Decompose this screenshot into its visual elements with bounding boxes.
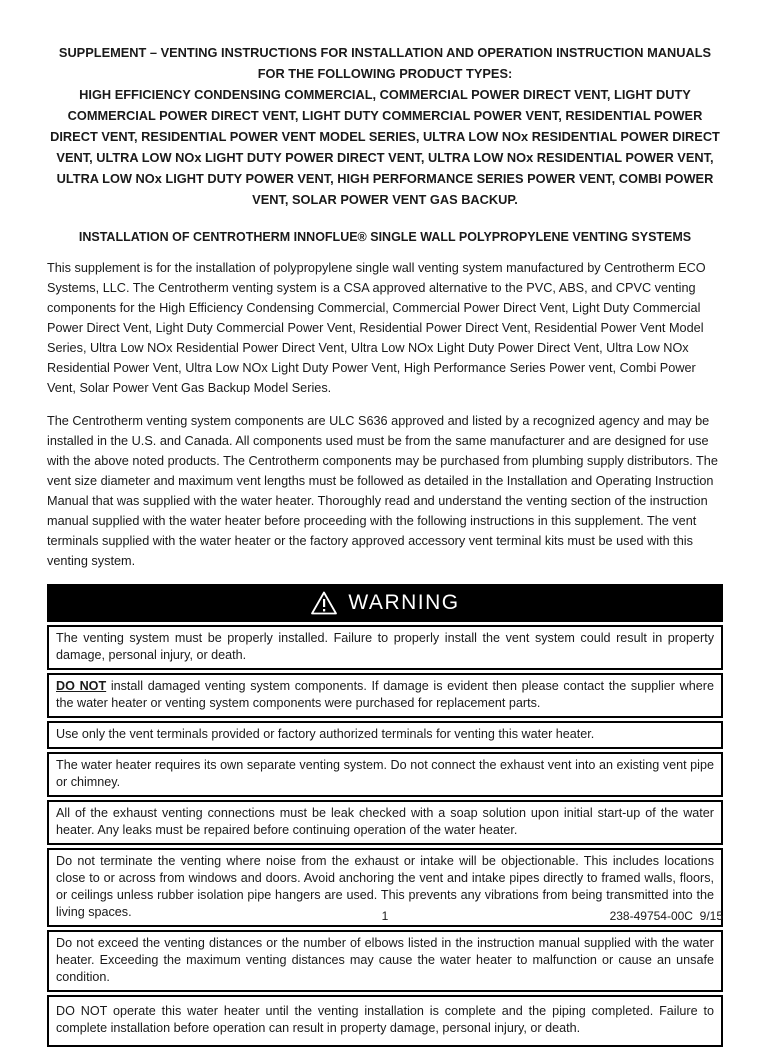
- section-heading: INSTALLATION OF CENTROTHERM INNOFLUE® SINGLE WALL POLYPROPYLENE VENTING SYSTEMS: [78, 230, 692, 244]
- warning-row: All of the exhaust venting connections must be leak checked with a soap solution upon initial start-up of the water heater. Any leaks must be repaired before continuing operation of the water heater.: [47, 800, 723, 845]
- document-number: 238-49754-00C 9/15: [609, 909, 723, 923]
- page-content: [47, 42, 723, 1047]
- warning-row: Use only the vent terminals provided or factory authorized terminals for venting this water heater.: [47, 721, 723, 749]
- warning-table: [47, 584, 723, 1047]
- warning-row: The water heater requires its own separate venting system. Do not connect the exhaust vent into an existing vent pipe or chimney.: [47, 752, 723, 797]
- warning-triangle-icon: [310, 590, 338, 616]
- title-product-types: HIGH EFFICIENCY CONDENSING COMMERCIAL, COMMERCIAL POWER DIRECT VENT, LIGHT DUTY COMMERCIAL POWER DIRECT VENT, LIGHT DUTY COMMERCIAL POWER VENT, RESIDENTIAL POWER DIRECT VENT, RESIDENTIAL POWER VENT MODEL SERIES, ULTRA LOW NOx RESIDENTIAL POWER DIRECT VENT, ULTRA LOW NOx LIGHT DUTY POWER DIRECT VENT, ULTRA LOW NOx RESIDENTIAL POWER VENT, ULTRA LOW NOx LIGHT DUTY POWER VENT, HIGH PERFORMANCE SERIES POWER VENT, COMBI POWER VENT, SOLAR POWER VENT GAS BACKUP.: [50, 87, 720, 207]
- warning-row: DO NOT operate this water heater until the venting installation is complete and the piping completed. Failure to complete installation before operation can result in property damage, personal injury, or death.: [47, 995, 723, 1047]
- warning-row: Do not terminate the venting where noise from the exhaust or intake will be objectionable. This includes locations close to or across from windows and doors. Avoid anchoring the vent and intake pipes directly to framed walls, floors, or ceilings unless rubber isolation pipe hangers are used. This prevents any vibrations from being transmitted into the living spaces.: [47, 848, 723, 927]
- warning-row: The venting system must be properly installed. Failure to properly install the vent system could result in property damage, personal injury, or death.: [47, 625, 723, 670]
- warning-header: [47, 584, 723, 622]
- paragraph-2: The Centrotherm venting system components are ULC S636 approved and listed by a recognized agency and may be installed in the U.S. and Canada. All components used must be from the same manufacturer and are designed for use with the above noted products. The Centrotherm components may be purchased from plumbing supply distributors. The vent size diameter and maximum vent lengths must be followed as detailed in the Installation and Operating Instruction Manual that was supplied with the water heater. Thoroughly read and understand the venting section of the instruction manual supplied with the water heater before proceeding with the following instructions in this supplement. The vent terminals supplied with the water heater or the factory approved accessory vent terminal kits must be used with this venting system.: [47, 414, 718, 568]
- warning-row: DO NOT install damaged venting system components. If damage is evident then please contact the supplier where the water heater or venting system components were purchased for replacement parts.: [47, 673, 723, 718]
- warning-rows: [47, 625, 723, 1047]
- warning-row-emphasis: DO NOT: [56, 679, 107, 693]
- page-number: 1: [381, 909, 389, 923]
- paragraph-1: This supplement is for the installation of polypropylene single wall venting system manufactured by Centrotherm ECO Systems, LLC. The Centrotherm venting system is a CSA approved alternative to the PVC, ABS, and CPVC venting components for the High Efficiency Condensing Commercial, Commercial Power Direct Vent, Light Duty Commercial Power Direct Vent, Light Duty Commercial Power Vent, Residential Power Direct Vent, Residential Power Vent Model Series, Ultra Low NOx Residential Power Direct Vent, Ultra Low NOx Light Duty Power Direct Vent, Ultra Low NOx Residential Power Vent, Ultra Low NOx Light Duty Power Vent, High Performance Series Power vent, Combi Power Vent, Solar Power Vent Gas Backup Model Series.: [47, 261, 706, 395]
- document-title: [47, 42, 723, 210]
- warning-row: Do not exceed the venting distances or the number of elbows listed in the instruction manual supplied with the water heater. Exceeding the maximum venting distances may cause the water heater to malfunction or cause an unsafe condition.: [47, 930, 723, 992]
- title-heading: SUPPLEMENT – VENTING INSTRUCTIONS FOR INSTALLATION AND OPERATION INSTRUCTION MANUALS FOR THE FOLLOWING PRODUCT TYPES:: [58, 45, 712, 81]
- warning-label: WARNING: [348, 591, 460, 614]
